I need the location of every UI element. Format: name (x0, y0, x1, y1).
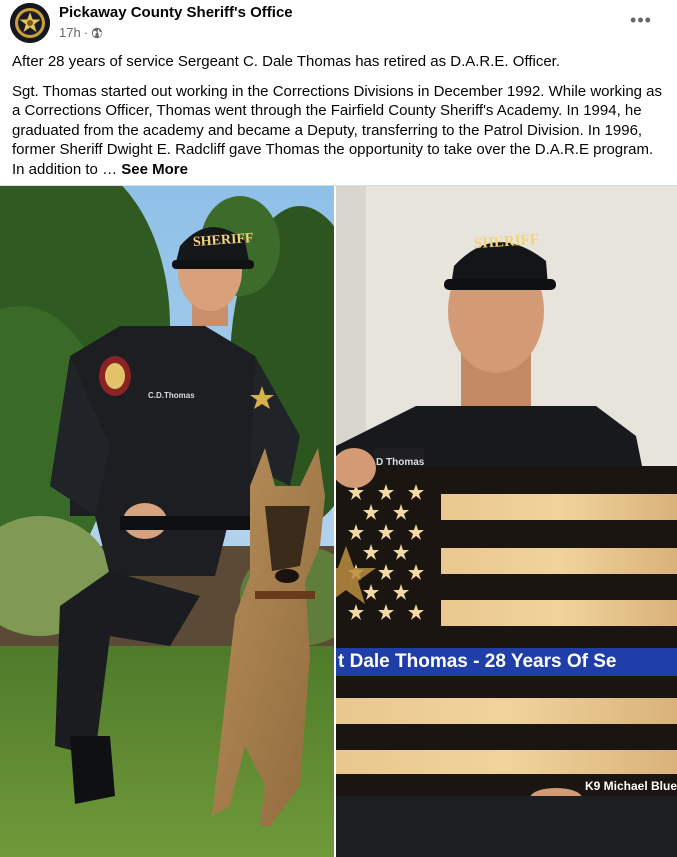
see-more-link[interactable]: See More (121, 160, 188, 178)
post-paragraph-1: After 28 years of service Sergeant C. Dale Thomas has retired as D.A.R.E. Officer. (12, 53, 561, 70)
post-timestamp[interactable]: 17h (59, 25, 81, 40)
left-name-tag: C.D.Thomas (148, 391, 195, 400)
more-options-icon[interactable]: ••• (630, 10, 652, 30)
page-avatar[interactable] (10, 3, 50, 43)
globe-icon[interactable] (91, 27, 103, 39)
post-paragraph-2 (12, 82, 664, 180)
photo-officer-with-flag[interactable] (336, 186, 677, 857)
right-name-tag: D Thomas (376, 457, 425, 468)
post-header (0, 0, 677, 48)
page-name-link[interactable]: Pickaway County Sheriff's Office (59, 4, 293, 21)
post-paragraph-2-text: Sgt. Thomas started out working in the Corrections Divisions in December 1992. While working as a Corrections Officer, Thomas went through the Fairfield County Sheriff's Academy. In 1994, he graduated from the academy and became a Deputy, transferring to the Patrol Division. In 1996, former Sheriff Dwight E. Radcliff gave Thomas the opportunity to take over the D.A.R.E program. In addition to … (12, 82, 663, 178)
flag-banner-text: t Dale Thomas - 28 Years Of Se (338, 651, 617, 672)
post-meta (59, 25, 103, 40)
post-text (12, 52, 664, 189)
meta-separator: · (83, 25, 89, 40)
sheriff-badge-icon (10, 3, 50, 43)
photo-officer-with-k9[interactable] (0, 186, 334, 857)
flag-footer-text: K9 Michael Blue (584, 779, 677, 793)
left-hat-label: SHERIFF (192, 230, 255, 251)
post-photos (0, 185, 677, 857)
right-hat-label: SHERIFF (473, 231, 540, 253)
